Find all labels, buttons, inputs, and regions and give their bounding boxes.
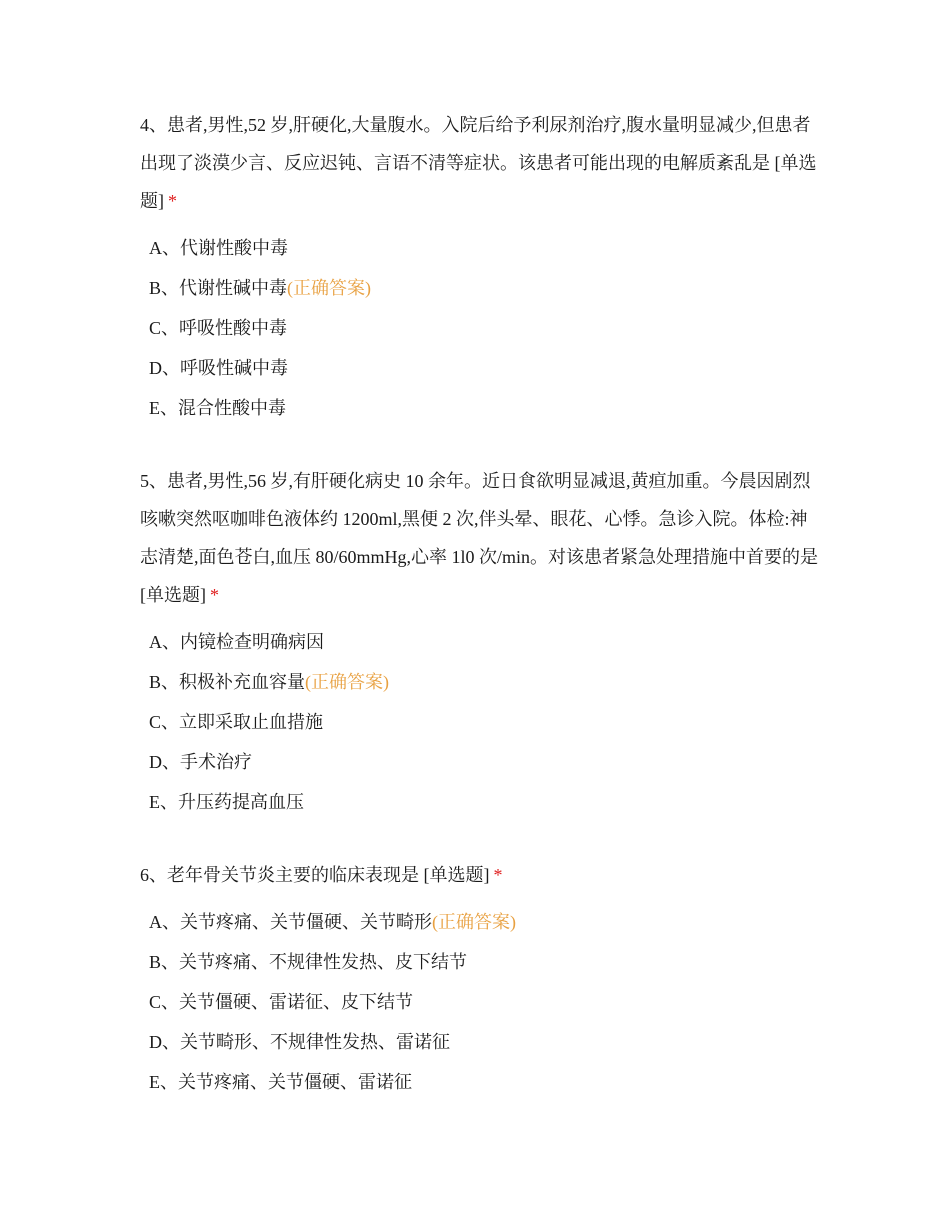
option-text: 代谢性碱中毒 [179,278,288,298]
option-label: D、 [149,752,180,772]
option-d[interactable] [149,348,820,388]
question-5 [140,462,820,822]
option-text: 关节疼痛、关节僵硬、关节畸形 [180,912,432,932]
option-label: B、 [149,952,180,972]
question-type: [单选题] [423,865,490,885]
option-b[interactable] [149,942,820,982]
option-label: B、 [149,278,180,298]
option-text: 关节僵硬、雷诺征、皮下结节 [179,992,414,1012]
question-number: 6、 [140,865,167,885]
option-label: C、 [149,992,180,1012]
option-label: D、 [149,1032,180,1052]
question-body: 患者,男性,56 岁,有肝硬化病史 10 余年。近日食欲明显减退,黄疸加重。今晨因剧烈咳嗽突然呕咖啡色液体约 1200ml,黑便 2 次,伴头晕、眼花、心悸。急诊入院。体检:神志清楚,面色苍白,血压 80/60mmHg,心率 1l0 次/min。对该患者紧急处理措施中首要的是 [140,471,819,567]
question-list [140,106,820,1136]
option-c[interactable] [149,308,820,348]
option-a[interactable] [149,902,820,942]
option-label: E、 [149,398,178,418]
option-text: 积极补充血容量 [179,672,306,692]
option-e[interactable] [149,388,820,428]
question-type: [单选题] [140,585,206,605]
required-mark: * [493,865,503,885]
option-text: 代谢性酸中毒 [180,238,288,258]
option-list [140,622,820,822]
option-text: 关节疼痛、关节僵硬、雷诺征 [178,1072,412,1092]
option-d[interactable] [149,742,820,782]
option-e[interactable] [149,782,820,822]
option-text: 关节疼痛、不规律性发热、皮下结节 [179,952,468,972]
option-label: E、 [149,1072,178,1092]
required-mark: * [168,191,177,211]
question-body: 患者,男性,52 岁,肝硬化,大量腹水。入院后给予利尿剂治疗,腹水量明显减少,但患者出现了淡漠少言、反应迟钝、言语不清等症状。该患者可能出现的电解质紊乱是 [140,115,811,173]
required-mark: * [210,585,219,605]
question-text [140,856,820,894]
option-d[interactable] [149,1022,820,1062]
question-text [140,106,820,220]
option-label: E、 [149,792,178,812]
option-label: C、 [149,712,180,732]
option-label: C、 [149,318,180,338]
option-label: A、 [149,912,180,932]
option-c[interactable] [149,982,820,1022]
option-b[interactable] [149,662,820,702]
option-text: 升压药提高血压 [178,792,304,812]
correct-answer-note: (正确答案) [432,912,516,932]
option-text: 立即采取止血措施 [179,712,324,732]
option-label: D、 [149,358,180,378]
option-text: 混合性酸中毒 [178,398,286,418]
option-list [140,228,820,428]
option-text: 呼吸性碱中毒 [180,358,288,378]
option-a[interactable] [149,622,820,662]
question-type: [单选题] [140,153,817,211]
option-text: 手术治疗 [180,752,252,772]
option-label: A、 [149,238,180,258]
question-body: 老年骨关节炎主要的临床表现是 [167,865,419,885]
question-6 [140,856,820,1102]
option-text: 关节畸形、不规律性发热、雷诺征 [180,1032,450,1052]
option-text: 内镜检查明确病因 [180,632,324,652]
question-4 [140,106,820,428]
option-b[interactable] [149,268,820,308]
option-label: A、 [149,632,180,652]
correct-answer-note: (正确答案) [305,672,390,692]
option-text: 呼吸性酸中毒 [179,318,288,338]
option-list [140,902,820,1102]
correct-answer-note: (正确答案) [287,278,372,298]
option-a[interactable] [149,228,820,268]
question-number: 4、 [140,115,167,135]
option-e[interactable] [149,1062,820,1102]
option-c[interactable] [149,702,820,742]
question-text [140,462,820,614]
question-number: 5、 [140,471,167,491]
option-label: B、 [149,672,180,692]
